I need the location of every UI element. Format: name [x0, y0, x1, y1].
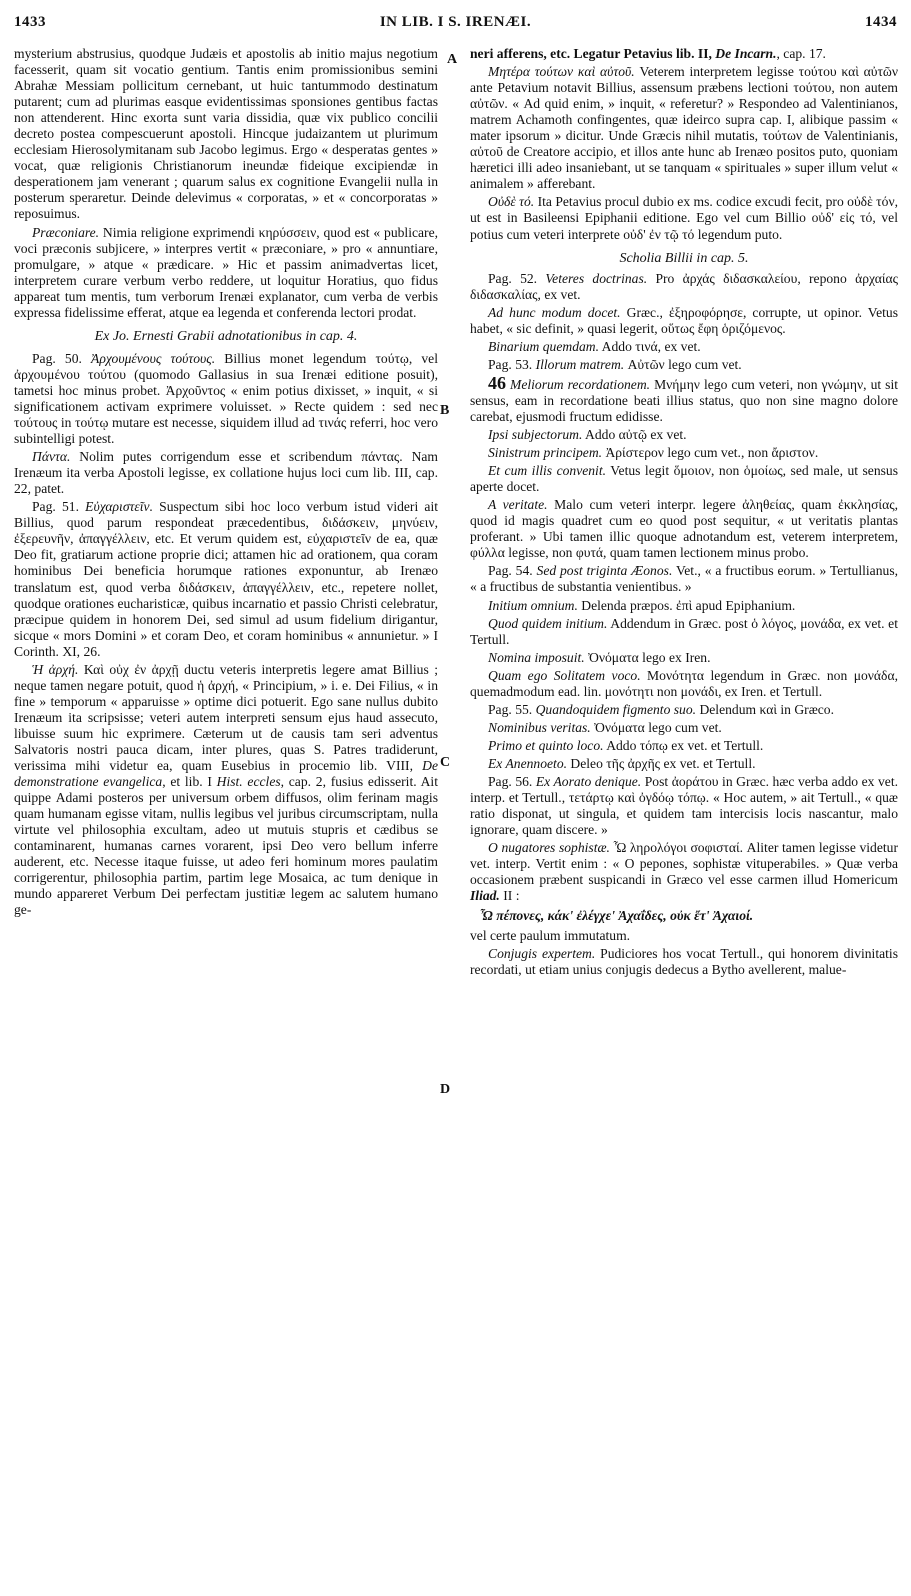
scholion: Pag. 56. Ex Aorato denique. Post ἀοράτου in Græc. hæc verba addo ex vet. interp. et Tertull., τετάρτῳ καὶ ὀγδόῳ τόπῳ. « Hoc autem, » ait Tertull., « quæ ratio disponat, ut singula, et quidem tam intercisis locis nascantur, malo ignorare, quam discere. »	[470, 773, 899, 838]
scholion: Nominibus veritas. Ὀνόματα lego cum vet.	[488, 719, 722, 735]
scholion: Binarium quemdam. Addo τινά, ex vet.	[488, 338, 701, 354]
scholion: Nomina imposuit. Ὀνόματα lego ex Iren.	[488, 649, 711, 665]
scholion: Conjugis expertem. Pudiciores hos vocat Tertull., qui honorem divinitatis recordati, ut etiam unius conjugis dedecus a Bytho avellerent, malue-	[470, 946, 898, 978]
paragraph: neri afferens, etc. Legatur Petavius lib. II, De Incarn., cap. 17.	[470, 46, 826, 61]
margin-letter-a: A	[447, 52, 458, 67]
paragraph: Præconiare. Nimia religione exprimendi κηρύσσειν, quod est « publicare, voci præconis subjicere, » interpres vertit « præconiare, » pro « annuntiare, promulgare, » atque « prædicare. » Hic et passim animadvertas licet, interpretem curare verbum verbo reddere, ut loquitur Horatius, quo fidus appareat tum mentis, tum verborum Irenæi explanator, cum verba de verbis expressa fidelissime efferat, atque ea legenda et conferenda lectori prodat.	[14, 224, 438, 320]
left-column	[14, 46, 438, 920]
scholion: Sinistrum principem. Ἀρίστερον lego cum vet., non ἄριστον.	[488, 445, 819, 461]
scholion: Ipsi subjectorum. Addo αὐτῷ ex vet.	[488, 427, 687, 443]
scholion: Primo et quinto loco. Addo τόπῳ ex vet. et Tertull.	[488, 737, 764, 753]
scholion: Ex Anennoeto. Deleo τῆς ἀρχῆς ex vet. et Tertull.	[488, 755, 756, 771]
paragraph: Pag. 51. Εὐχαριστεῖν. Suspectum sibi hoc loco verbum istud videri ait Billius, quod parum respondeat præcedentibus, διδάσκειν, μηνύειν, ἐξερευνῆν, ἀπαγγέλλειν, etc. Et verum quidem est, εὐχαριστεῖν de ea, quæ Deo fit, gratiarum actione proprie dici; attamen hic ad orationem, qua coram hominibus Dei beneficia horumque rationes exponuntur, ab Irenæo translatum est, quod verba διδάσκειν, ἀπαγγέλλειν, etc., repetere nollet, quodque orationes eucharisticæ, quibus incarnatio et passio Christi celebratur, præcipue quidem in honorem Dei, sed simul ad usum fidelium dirigantur, sicque « mors Domini » et coram Deo, et coram hominibus « annunietur. » I Corinth. XI, 26.	[14, 499, 439, 659]
scholion: Quam ego Solitatem voco. Μονότητα legendum in Græc. non μονάδα, quemadmodum ead. lin. μονότητι non μονάδι, ex Iren. et Tertull.	[470, 667, 898, 699]
scholion: Initium omnium. Delenda præpos. ἐπὶ apud Epiphanium.	[488, 597, 796, 613]
paragraph: Pag. 50. Ἀρχουμένους τούτους. Billius monet legendum τούτῳ, vel ἀρχουμένου τούτου (quomodo Gallasius in sua Irenæi editione posuit), tametsi hoc minus probet. Ἀρχοῦντος « enim potius dixisset, » inquit, « si significationem activam exprimere voluisset. » Recte quidem : sed nec τούτους in τούτῳ mutare est necesse, siquidem illud ad τινάς referri, hoc vero subintelligi potest.	[14, 350, 438, 447]
scholion: Quod quidem initium. Addendum in Græc. post ὁ λόγος, μονάδα, ex vet. et Tertull.	[470, 615, 898, 647]
scholion: Et cum illis convenit. Vetus legit ὅμοιον, non ὁμοίως, sed male, ut sensus aperte docet.	[470, 463, 898, 495]
paragraph: Ἡ ἀρχή. Καὶ οὐχ ἐν ἀρχῇ ductu veteris interpretis legere amat Billius ; neque tamen negare potuit, quod ἡ ἀρχή, « Principium, » i. e. Dei Filius, « in fine » temporum « apparuisse » optime dici potuerit. Ego sane nullus dubito Irenæum ita scripsisse; veteri autem interpreti sensum ejus haud assecuto, libuisse suum hic exprimere. Cæterum ut de causis tam seri adventus Salvatoris nostri pauca dicam, inter plures, quas S. Patres tradiderunt, verissima mihi videtur ea, quam Eusebius in procemio lib. VIII, De demonstratione evangelica, et lib. I Hist. eccles, cap. 2, fusius edisserit. Ait quippe Adami posteros per universum orbem diffusos, olim ferinam magis quam humanam egisse vitam, nullis legibus vel juribus circumscriptam, nulla virtute vel philosophia excultam, adeo ut mutuis stupris et cædibus se contaminarent, humanas carnes vorarent, ipsi Deo vero bellum inferre auderent, etc. Necesse itaque fuisse, ut adeo feri hominum mores paulatim corrigerentur, philosophia partim, partim lege Mosaica, ac tum denique in mundo appareret Verbum Dei perfectam justitiæ legem ac salutem humano ge-	[14, 661, 438, 918]
migne-column-number: 46	[488, 372, 506, 393]
scholion: Pag. 54. Sed post triginta Æonos. Vet., « a fructibus eorum. » Tertullianus, « a fructibus de substantia venientibus. »	[470, 563, 899, 595]
section-heading: Ex Jo. Ernesti Grabii adnotationibus in cap. 4.	[94, 328, 358, 344]
paragraph: mysterium abstrusius, quodque Judæis et apostolis ab initio majus negotium facesserit, quam sit vocatio gentium. Tantis enim promissionibus semini Abrahæ Messiam pollicitum cernebant, ut huic tantummodo destinatum putarent; cum ad plurimas easque evidentissimas sponsiones gentibus factas non attenderent. Hinc exorta sunt varia dissidia, quæ vix publico concilii decreto postea compescuerunt apostoli. Hincque judaizantem ut plurimum ecclesiam Hierosolymitanam sub Jacobo legimus. Ergo « desperatas gentes » vocat, quæ religionis Christianorum ineundæ fideique excipiendæ in desperationem jam venerant ; quarum salus ex cognitione Evangelii nulla in posterum speraretur. Deinde delevimus « corporatas, » et « concorporatas » reposuimus.	[14, 46, 438, 222]
margin-letter-b: B	[440, 403, 450, 418]
section-heading: Scholia Billii in cap. 5.	[619, 250, 749, 266]
scholion: A veritate. Malo cum veteri interpr. legere ἀληθείας, quam ἐκκλησίας, quod id magis quadret cum eo quod post sequitur, « ut veritatis plantas proferant. » Ubi tamen illic quoque adnotandum est, veterem interpretem, φύλλα legisse, non φυτά, quam tamen lectionem minus probo.	[470, 497, 898, 561]
scholion: 46 Meliorum recordationem. Μνήμην lego cum veteri, non γνώμην, ut sit sensus, eam in recordatione beati illius status, quo non sine magno dolore carebat, ejusmodi fructum edidisse.	[470, 372, 898, 424]
scholion: Pag. 52. Veteres doctrinas. Pro ἀρχάς διδασκαλείου, repono ἀρχαίας διδασκαλίας, ex vet.	[470, 270, 898, 302]
margin-letter-d: D	[440, 1082, 451, 1097]
page-number-left: 1433	[14, 14, 46, 30]
paragraph: Οὐδὲ τό. Ita Petavius procul dubio ex ms. codice excudi fecit, pro οὐδὲ τόν, ut est in Basileensi Epiphanii editione. Ego vel cum Billio οὐδ' εἰς τό, vel potius cum veteri interprete οὐδ' ἐν τῷ τό legendum puto.	[470, 194, 898, 242]
paragraph: Μητέρα τούτων καὶ αὐτοῦ. Veterem interpretem legisse τούτου καὶ αὐτῶν ante Petavium notavit Billius, assensum præbens lectioni τούτου, non autem αὐτῶν. « Ad quid enim, » inquit, « referetur? » Respondeo ad Valentinianos, matrem Achamoth confingentes, quæ ideirco supra cap. I, alibique passim « mater ipsorum » dicitur. Unde Græcis nihil mutatis, τούτων de Valentinianis, αὐτοῦ de Creatore accipio, et illos ante hunc ab Irenæo positos puto, quoniam hæretici illi adeo insaniebant, ut se tanquam « spirituales » super illum velut « animalem » afferebant.	[470, 64, 899, 192]
paragraph: vel certe paulum immutatum.	[470, 928, 631, 944]
page-number-right: 1434	[865, 14, 897, 30]
margin-letter-c: C	[440, 755, 451, 770]
scholion: O nugatores sophistæ. Ὦ ληρολόγοι σοφισταί. Aliter tamen legisse videtur vet. interp. Vertit enim : « O pepones, sophistæ vituperabiles. » Quæ verba occasionem præbent suspicandi in Græco vel esse carmen illud Homericum Iliad. II :	[470, 840, 898, 904]
scholion: Pag. 53. Illorum matrem. Αὐτῶν lego cum vet.	[488, 356, 742, 372]
homeric-verse: Ὦ πέπονες, κάκ' ἐλέγχε' Ἀχαΐδες, οὐκ ἔτ' Ἀχαιοί.	[480, 908, 754, 924]
paragraph: Πάντα. Nolim putes corrigendum esse et scribendum πάντας. Nam Irenæum ita verba Apostoli legisse, ex collatione hujus loci cum lib. III, cap. 22, patet.	[14, 449, 438, 497]
scholion: Pag. 55. Quandoquidem figmento suo. Delendum καὶ in Græco.	[488, 701, 835, 717]
right-column	[470, 46, 898, 981]
running-title: IN LIB. I S. IRENÆI.	[379, 14, 532, 30]
page-header	[14, 14, 897, 40]
scholion: Ad hunc modum docet. Græc., ἐξηροφόρησε, corrupte, ut opinor. Vetus habet, « sic definit, » quasi legerit, οὕτως ἔφη ὁριζόμενος.	[470, 304, 898, 336]
